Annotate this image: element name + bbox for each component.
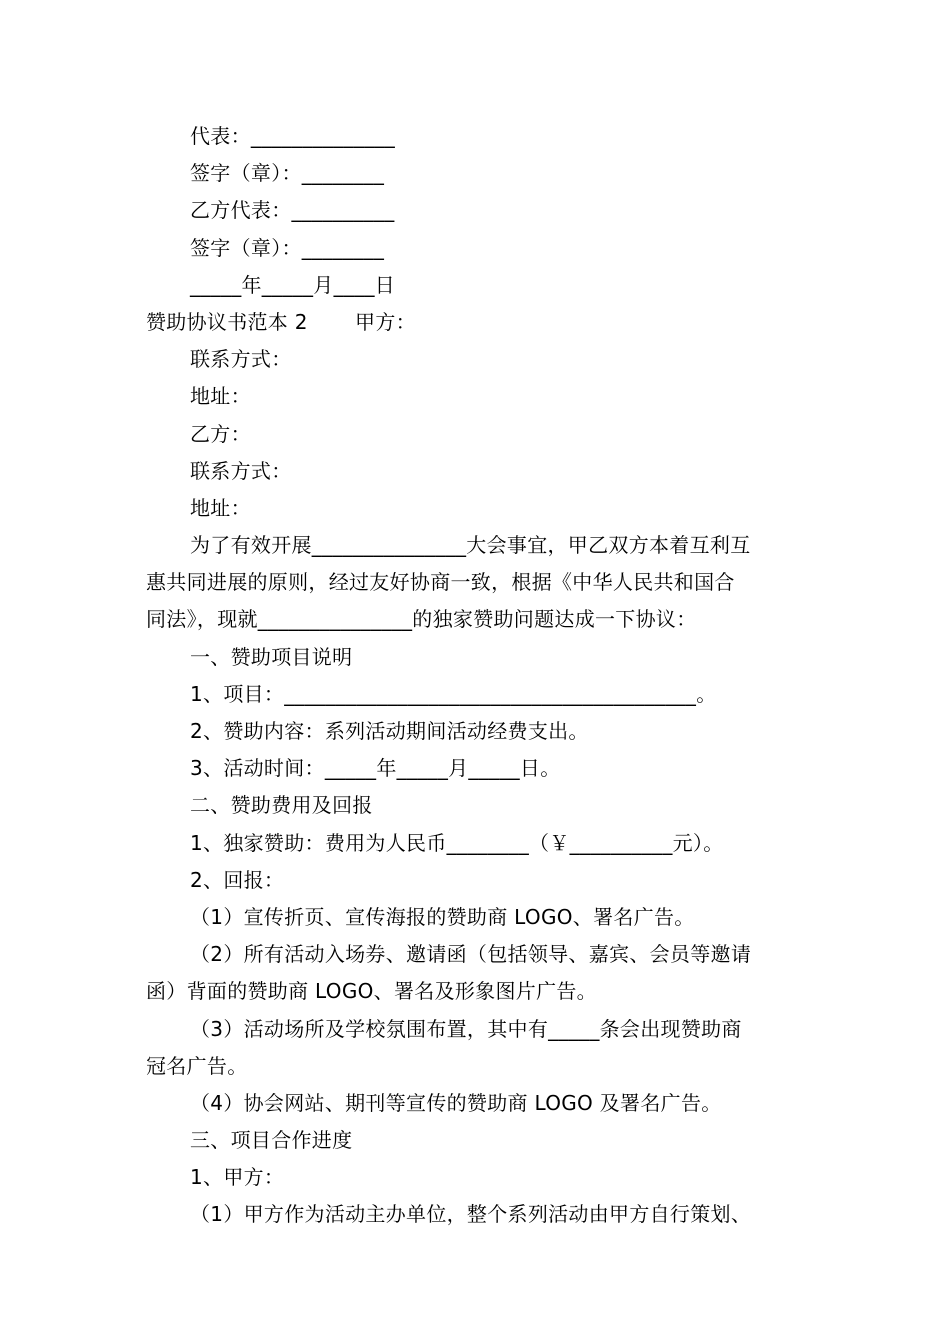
date-line: _____年_____月____日: [190, 272, 396, 297]
document-body: [146, 118, 806, 1234]
representative-line: 代表：______________: [190, 124, 396, 148]
list-item: 2、赞助内容：系列活动期间活动经费支出。: [190, 719, 589, 743]
sub-list-item: （1）宣传折页、宣传海报的赞助商 LOGO、署名广告。: [190, 904, 695, 929]
section-heading: 三、项目合作进度: [190, 1128, 353, 1153]
address-line: 地址：: [190, 384, 251, 409]
address-line: 地址：: [190, 495, 251, 520]
contact-line: 联系方式：: [190, 458, 292, 483]
list-item: 1、项目：________________________________________。: [190, 681, 717, 706]
contact-line: 联系方式：: [190, 347, 292, 372]
list-item: 1、甲方：: [190, 1165, 285, 1190]
section-heading: 一、赞助项目说明: [190, 644, 353, 669]
list-item: 3、活动时间：_____年_____月_____日。: [190, 756, 561, 781]
sub-list-item: （2）所有活动入场券、邀请函（包括领导、嘉宾、会员等邀请: [190, 942, 752, 967]
list-item: 1、独家赞助：费用为人民币________（￥__________元）。: [190, 830, 724, 855]
section-title: 赞助协议书范本 2 甲方：: [146, 309, 416, 334]
intro-paragraph-line: 惠共同进展的原则，经过友好协商一致，根据《中华人民共和国合: [146, 570, 735, 595]
intro-paragraph-line: 为了有效开展_______________大会事宜，甲乙双方本着互利互: [190, 533, 751, 558]
section-heading: 二、赞助费用及回报: [190, 793, 373, 818]
intro-paragraph-line: 同法》，现就_______________的独家赞助问题达成一下协议：: [146, 607, 697, 632]
sub-list-item: （1）甲方作为活动主办单位，整个系列活动由甲方自行策划、: [190, 1202, 752, 1227]
sub-list-item-continued: 冠名广告。: [146, 1053, 248, 1078]
party-b-line: 乙方：: [190, 421, 251, 446]
signature-line: 签字（章）：________: [190, 235, 385, 260]
sub-list-item-continued: 函）背面的赞助商 LOGO、署名及形象图片广告。: [146, 979, 597, 1004]
list-item: 2、回报：: [190, 867, 285, 892]
sub-list-item: （3）活动场所及学校氛围布置，其中有_____条会出现赞助商: [190, 1016, 742, 1041]
party-b-representative-line: 乙方代表：__________: [190, 198, 395, 223]
signature-line: 签字（章）：________: [190, 161, 385, 186]
sub-list-item: （4）协会网站、期刊等宣传的赞助商 LOGO 及署名广告。: [190, 1090, 722, 1115]
